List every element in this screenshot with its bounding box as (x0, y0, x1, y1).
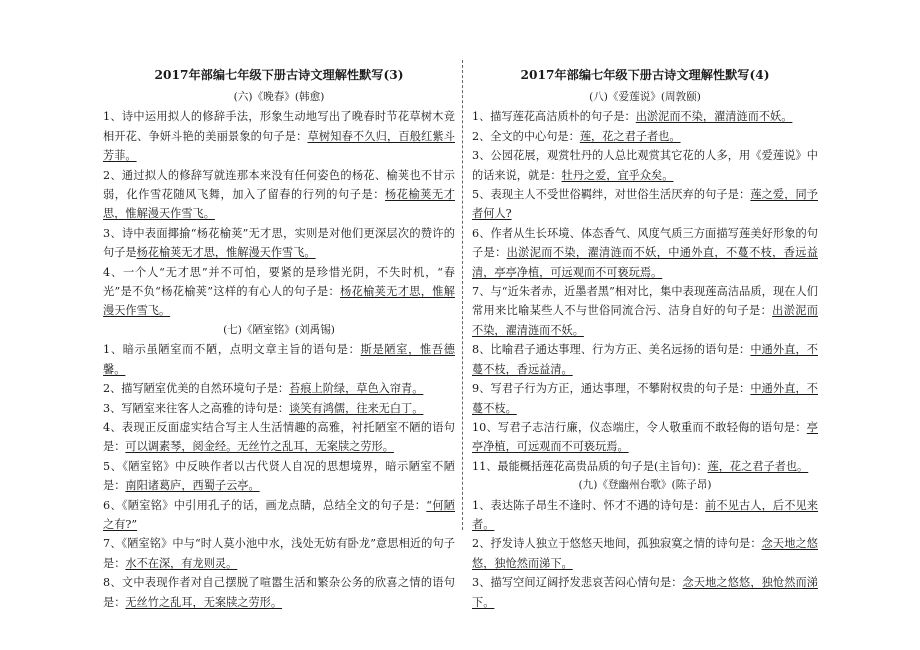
section-heading: (六)《晚春》(韩愈) (233, 91, 325, 103)
question-item: 8、文中表现作者对自己摆脱了喧嚣生活和繁杂公务的欣喜之情的语句是：无丝竹之乱耳，无案牍之劳形。 (103, 576, 455, 609)
question-item: 3、写陋室来往客人之高雅的诗句是：谈笑有鸿儒，往来无白丁。 (103, 401, 424, 415)
question-item: 6、《陋室铭》中引用孔子的话，画龙点睛，总结全文的句子是：“何陋之有?” (103, 498, 455, 531)
question-item: 11、最能概括莲花高贵品质的句子是(主旨句)：莲，花之君子者也。 (472, 459, 809, 473)
question-item: 3、公园花展，观赏牡丹的人总比观赏其它花的人多，用《爱莲说》中的话来说，就是：牡丹之爱，宜乎众矣。 (472, 149, 818, 182)
answer-text: 莲，花之君子者也。 (707, 459, 809, 473)
answer-text: “何陋之有?” (103, 498, 455, 531)
question-item: 6、作者从生长环境、体态香气、风度气质三方面描写莲美好形象的句子是：出淤泥而不染，濯清涟而不妖，中通外直，不蔓不枝，香远益清，亭亭净植，可远观而不可亵玩焉。 (472, 226, 818, 279)
answer-text: 前不见古人，后不见来者。 (472, 498, 818, 531)
page-title-left: 2017年部编七年级下册古诗文理解性默写(3) (154, 68, 404, 82)
answer-text: 牡丹之爱，宜乎众矣。 (561, 168, 674, 182)
question-item: 9、写君子行为方正，通达事理，不攀附权贵的句子是：中通外直，不蔓不枝。 (472, 382, 818, 415)
question-item: 7、《陋室铭》中与“时人莫小池中水，浅处无妨有卧龙”意思相近的句子是：水不在深，有龙则灵。 (103, 537, 455, 570)
answer-text: 中通外直，不蔓不枝。 (472, 382, 818, 415)
answer-text: 中通外直，不蔓不枝，香远益清。 (472, 343, 818, 376)
question-item: 2、抒发诗人独立于悠悠天地间，孤独寂寞之情的诗句是：念天地之悠悠，独怆然而涕下。 (472, 537, 818, 570)
question-item: 1、表达陈子昂生不逢时、怀才不遇的诗句是：前不见古人，后不见来者。 (472, 498, 818, 531)
answer-text: 出淤泥而不染，濯清涟而不妖，中通外直，不蔓不枝，香远益清，亭亭净植，可远观而不可亵玩焉。 (472, 246, 818, 279)
answer-text: 斯是陋室，惟吾德馨。 (103, 343, 455, 376)
question-item: 1、暗示虽陋室而不陋，点明文章主旨的语句是：斯是陋室，惟吾德馨。 (103, 343, 455, 376)
answer-text: 杨花榆荚无才思，惟解漫天作雪飞。 (136, 246, 316, 260)
column-divider (462, 60, 463, 530)
answer-text: 南阳诸葛庐，西蜀子云亭。 (125, 479, 260, 493)
right-column (472, 66, 818, 612)
answer-text: 出淤泥而不染，濯清涟而不妖。 (635, 110, 793, 124)
question-item: 1、诗中运用拟人的修辞手法，形象生动地写出了晚春时节花草树木竞相开花、争妍斗艳的美丽景象的句子是：草树知春不久归，百般红紫斗芳菲。 (103, 110, 455, 163)
answer-text: 草树知春不久归，百般红紫斗芳菲。 (103, 129, 455, 163)
answer-text: 念天地之悠悠，独怆然而涕下。 (472, 576, 818, 609)
answer-text: 出淤泥而不染，濯清涟而不妖。 (472, 304, 818, 337)
section-heading: (七)《陋室铭》(刘禹锡) (223, 323, 335, 336)
answer-text: 谈笑有鸿儒，往来无白丁。 (289, 401, 424, 415)
page-title-right: 2017年部编七年级下册古诗文理解性默写(4) (520, 68, 770, 82)
section-heading: (九)《登幽州台歌》(陈子昂) (578, 479, 712, 492)
answer-text: 念天地之悠悠，独怆然而涕下。 (472, 537, 818, 570)
answer-text: 苔痕上阶绿，草色入帘青。 (289, 382, 424, 396)
answer-text: 杨花榆荚无才思，惟解漫天作雪飞。 (103, 188, 455, 221)
question-item: 2、全文的中心句是：莲，花之君子者也。 (472, 129, 681, 143)
question-item: 4、表现正反面虚实结合写主人生活情趣的高雅，衬托陋室不陋的语句是：可以调素琴，阅金经。无丝竹之乱耳，无案牍之劳形。 (103, 420, 455, 454)
question-item: 10、写君子志洁行廉，仪态端庄，令人敬重而不敢轻侮的语句是：亭亭净植，可远观而不可亵玩焉。 (472, 420, 818, 454)
question-item: 8、比喻君子通达事理、行为方正、美名远扬的语句是：中通外直，不蔓不枝，香远益清。 (472, 343, 818, 376)
answer-text: 亭亭净植，可远观而不可亵玩焉。 (472, 420, 818, 454)
question-item: 2、描写陋室优美的自然环境句子是：苔痕上阶绿，草色入帘青。 (103, 382, 424, 396)
answer-text: 莲，花之君子者也。 (579, 129, 681, 143)
question-item: 5、表现主人不受世俗羁绊，对世俗生活厌弃的句子是：莲之爱，同予者何人? (472, 188, 818, 221)
answer-text: 水不在深，有龙则灵。 (125, 556, 238, 570)
answer-text: 莲之爱，同予者何人? (472, 188, 818, 221)
question-item: 7、与“近朱者赤，近墨者黑”相对比，集中表现莲高洁品质，现在人们常用来比喻某些人不与世俗同流合污、洁身自好的句子是：出淤泥而不染，濯清涟而不妖。 (472, 285, 818, 337)
question-item: 4、一个人“无才思”并不可怕，要紧的是珍惜光阴，不失时机，“春光”是不负“杨花榆荚”这样的有心人的句子是：杨花榆荚无才思，惟解漫天作雪飞。 (103, 265, 455, 318)
question-item: 1、描写莲花高洁质朴的句子是：出淤泥而不染，濯清涟而不妖。 (472, 110, 793, 124)
question-item: 3、诗中表面揶揄“杨花榆荚”无才思，实则是对他们更深层次的赞许的句子是杨花榆荚无才思，惟解漫天作雪飞。 (103, 226, 455, 260)
left-column (103, 66, 455, 612)
answer-text: 可以调素琴，阅金经。无丝竹之乱耳，无案牍之劳形。 (125, 440, 394, 454)
question-item: 2、通过拟人的修辞写就连那本来没有任何姿色的杨花、榆荚也不甘示弱，化作雪花随风飞舞，加入了留春的行列的句子是：杨花榆荚无才思，惟解漫天作雪飞。 (103, 168, 455, 221)
question-item: 5、《陋室铭》中反映作者以古代贤人自况的思想境界，暗示陋室不陋是：南阳诸葛庐，西蜀子云亭。 (103, 459, 455, 493)
answer-text: 无丝竹之乱耳，无案牍之劳形。 (125, 595, 283, 609)
question-item: 3、描写空间辽阔抒发悲哀苦闷心情句是：念天地之悠悠，独怆然而涕下。 (472, 576, 818, 609)
section-heading: (八)《爱莲说》(周敦颐) (589, 91, 701, 103)
answer-text: 杨花榆荚无才思，惟解漫天作雪飞。 (103, 285, 455, 318)
